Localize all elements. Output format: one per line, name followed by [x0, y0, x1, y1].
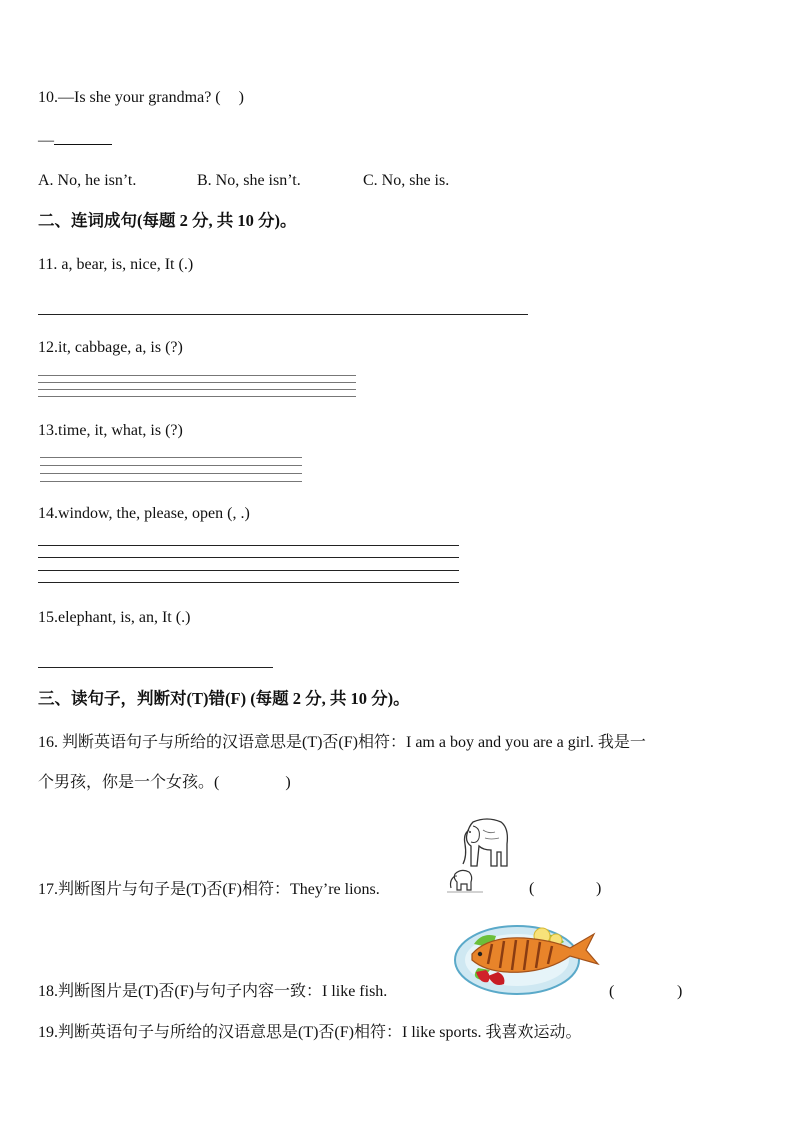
q17-paren-open: (: [529, 880, 535, 897]
q10-answer-prefix: —: [38, 132, 54, 149]
q12-prompt: 12.it, cabbage, a, is (?): [38, 339, 183, 356]
q16-line-1: 16. 判断英语句子与所给的汉语意思是(T)否(F)相符：I am a boy and you are a girl. 我是一: [38, 734, 646, 751]
q13-prompt: 13.time, it, what, is (?): [38, 422, 183, 439]
q10-option-a: A. No, he isn’t.: [38, 172, 137, 189]
q10-question-text: 10.—Is she your grandma? (: [38, 89, 221, 106]
q13-writing-line-1[interactable]: [40, 457, 302, 458]
q10-answer-line: [38, 131, 112, 151]
q12-writing-line-1[interactable]: [38, 375, 356, 376]
q10-answer-blank[interactable]: [54, 131, 112, 145]
q13-writing-line-3[interactable]: [40, 473, 302, 474]
q13-writing-line-2[interactable]: [40, 465, 302, 466]
q11-answer-line[interactable]: [38, 314, 528, 315]
q12-writing-line-4[interactable]: [38, 396, 356, 397]
q14-writing-line-2[interactable]: [38, 557, 459, 558]
q16-line-2: [38, 773, 291, 793]
q17-answer-blank[interactable]: [540, 878, 592, 900]
q10-option-b: B. No, she isn’t.: [197, 172, 301, 189]
q18-answer-blank[interactable]: [620, 981, 674, 1003]
q16-line-2-text: 个男孩，你是一个女孩。(: [38, 774, 220, 791]
q10-question: [38, 88, 244, 108]
q14-prompt: 14.window, the, please, open (, .): [38, 505, 250, 522]
q18-prompt: 18.判断图片是(T)否(F)与句子内容一致：I like fish.: [38, 983, 388, 1000]
section2-heading: 二、连词成句(每题 2 分, 共 10 分)。: [38, 211, 297, 230]
elephant-icon: [443, 816, 523, 896]
q15-prompt: 15.elephant, is, an, It (.): [38, 609, 191, 626]
q14-writing-line-1[interactable]: [38, 545, 459, 546]
q14-writing-line-3[interactable]: [38, 570, 459, 571]
q12-writing-line-3[interactable]: [38, 389, 356, 390]
q10-option-c: C. No, she is.: [363, 172, 450, 189]
q18-paren-open: (: [609, 983, 615, 1000]
q15-answer-line[interactable]: [38, 667, 273, 668]
q11-prompt: 11. a, bear, is, nice, It (.): [38, 256, 194, 273]
q19-prompt: 19.判断英语句子与所给的汉语意思是(T)否(F)相符：I like sports. 我喜欢运动。: [38, 1024, 582, 1041]
q18-paren-close: ): [677, 983, 683, 1000]
q17-prompt: 17.判断图片与句子是(T)否(F)相符：They’re lions.: [38, 881, 380, 898]
q17-paren-close: ): [596, 880, 602, 897]
q16-paren-close: ): [285, 774, 291, 791]
q10-question-close: ): [238, 89, 244, 106]
section3-heading: 三、读句子，判断对(T)错(F) (每题 2 分, 共 10 分)。: [38, 689, 410, 708]
fish-icon: [452, 914, 602, 998]
q12-writing-line-2[interactable]: [38, 382, 356, 383]
q13-writing-line-4[interactable]: [40, 481, 302, 482]
q14-writing-line-4[interactable]: [38, 582, 459, 583]
